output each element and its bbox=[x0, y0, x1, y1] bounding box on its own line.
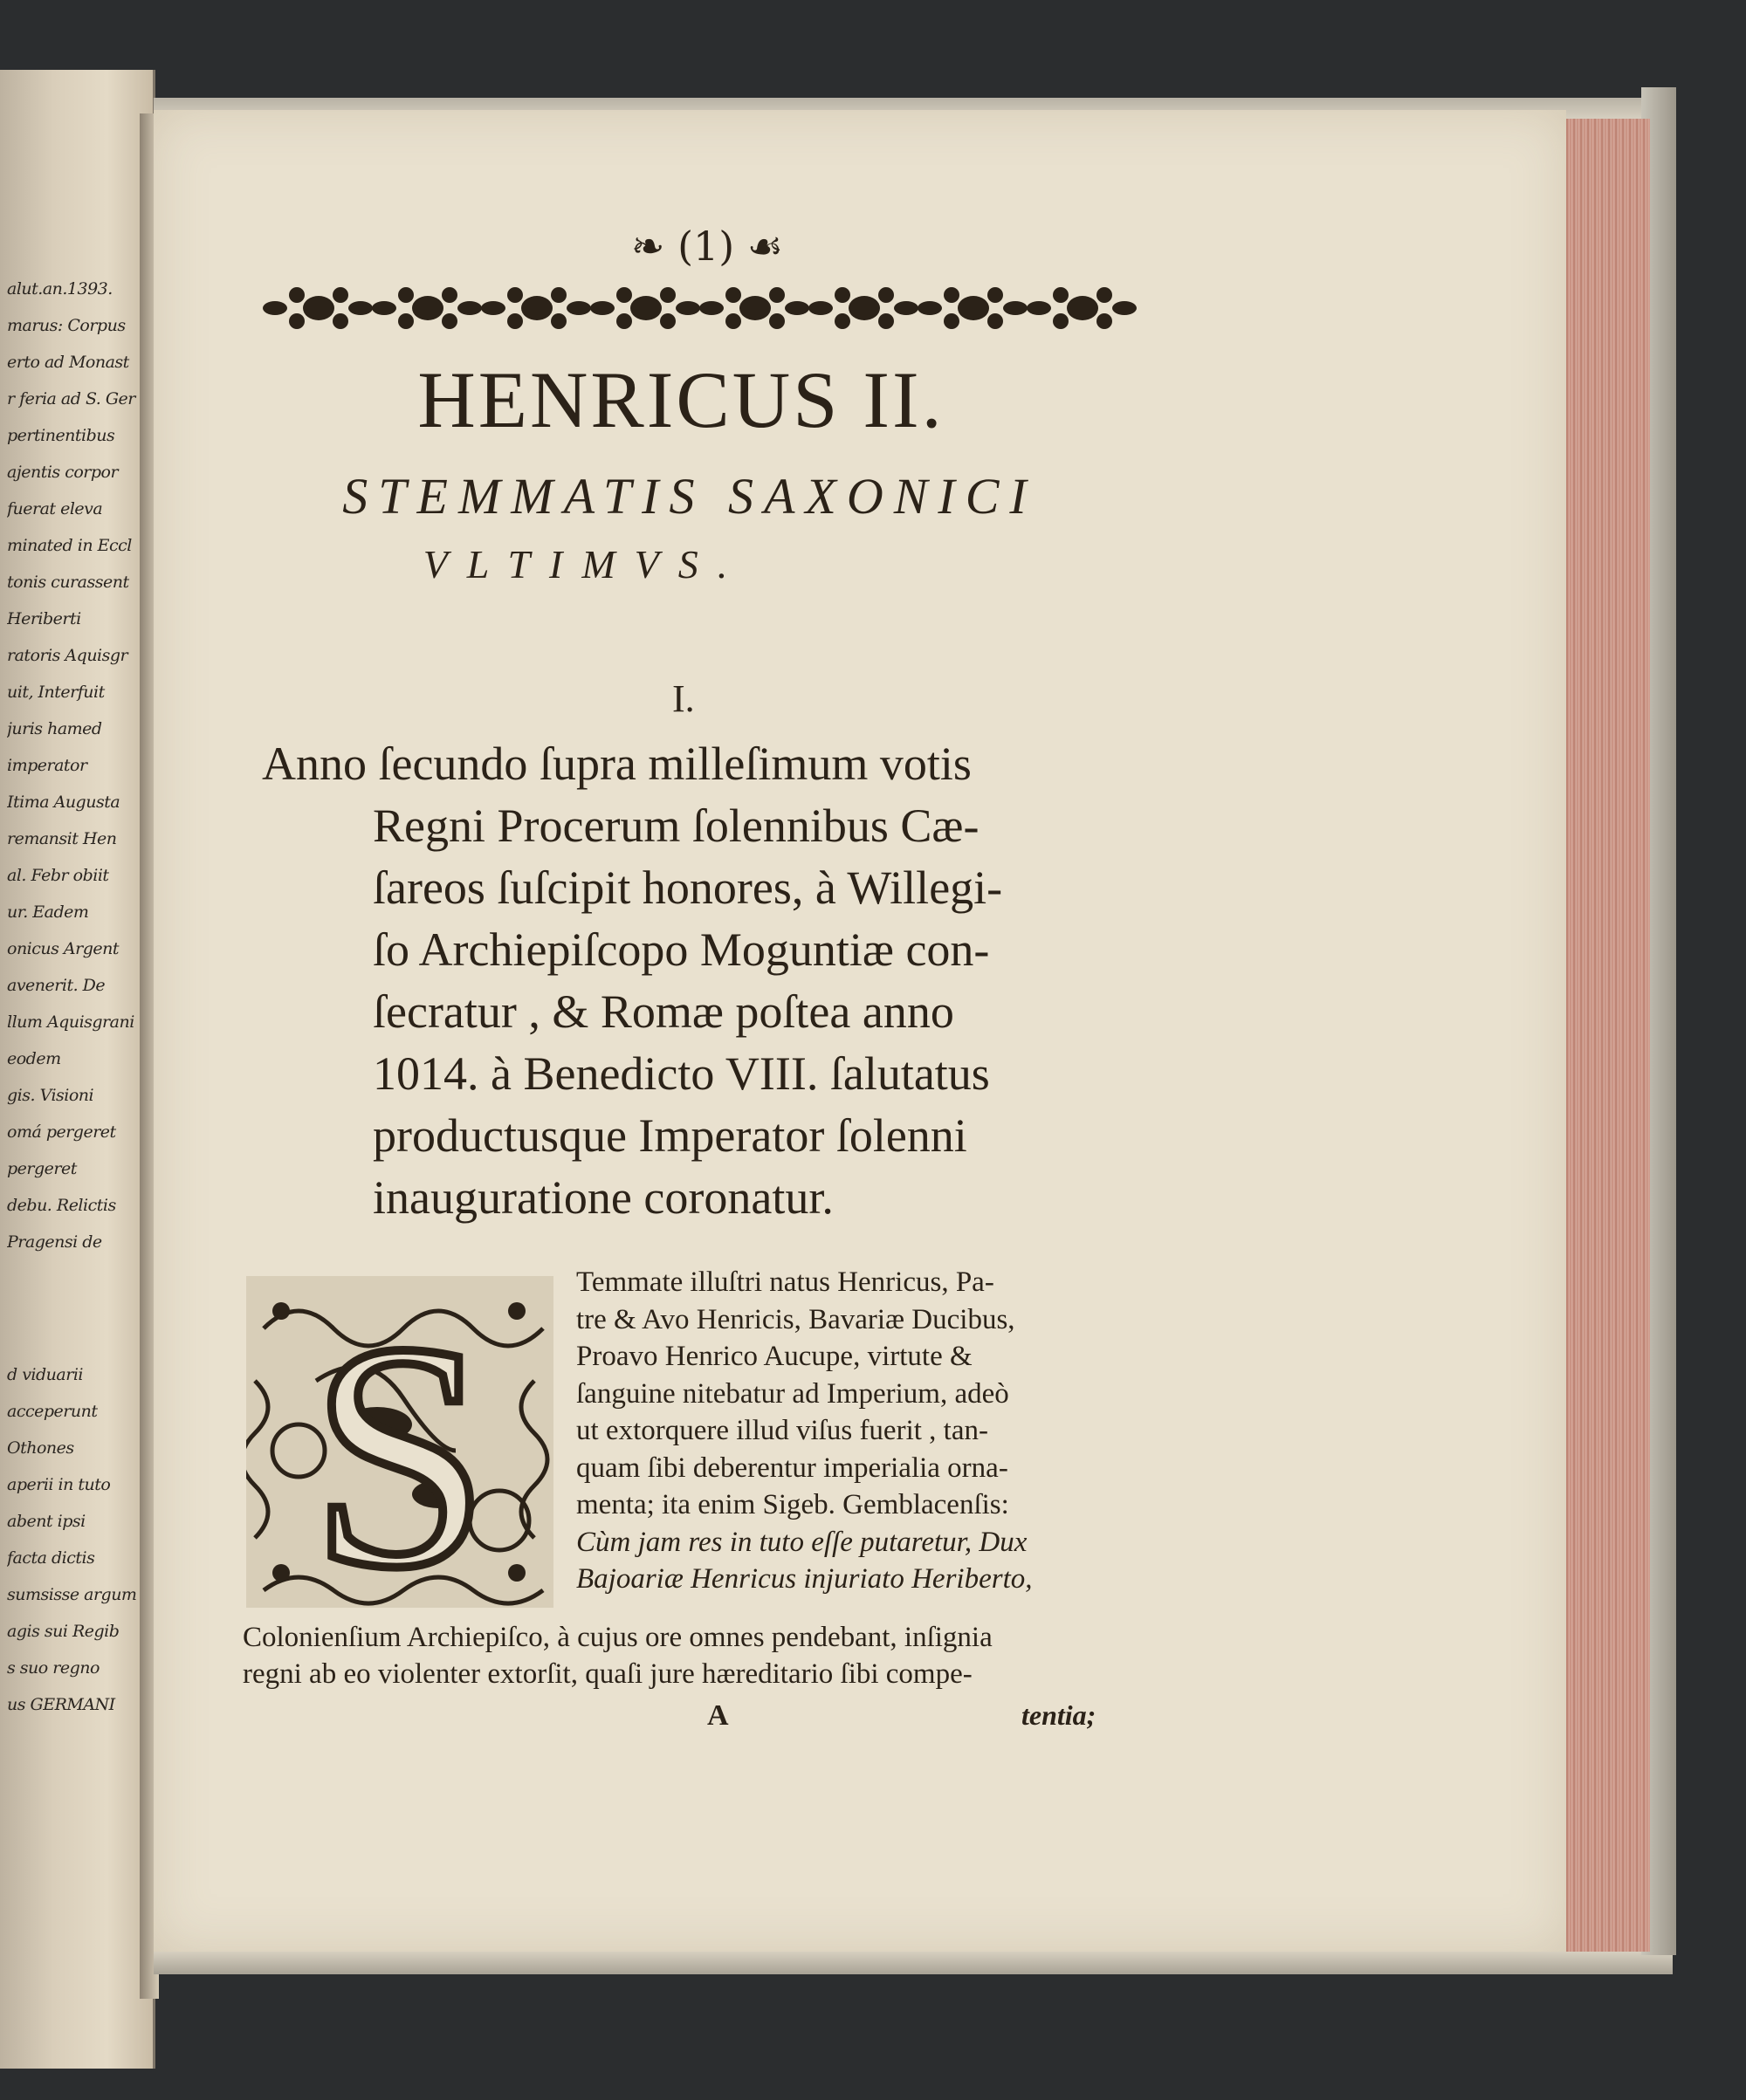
left-margin-note: agis sui Regib bbox=[7, 1622, 120, 1641]
left-margin-note: imperator bbox=[7, 756, 87, 775]
left-margin-note: erto ad Monast bbox=[7, 353, 129, 372]
page-number-label: (1) bbox=[677, 223, 735, 270]
left-margin-note: tonis curassent bbox=[7, 573, 129, 592]
fleuron-group bbox=[263, 287, 373, 329]
body-line: quam ſibi deberentur imperialia orna- bbox=[576, 1451, 1008, 1484]
body-line-italic: Cùm jam res in tuto eſſe putaretur, Dux bbox=[576, 1526, 1028, 1558]
left-margin-note: al. Febr obiit bbox=[7, 866, 109, 885]
body-line: tre & Avo Henricis, Bavariæ Ducibus, bbox=[576, 1303, 1015, 1335]
left-margin-note: ur. Eadem bbox=[7, 902, 89, 922]
left-margin-note: omá pergeret bbox=[7, 1122, 116, 1142]
body-line: Proavo Henrico Aucupe, virtute & bbox=[576, 1341, 973, 1372]
chapter-subtitle-line-2: VLTIMVS. bbox=[423, 542, 747, 587]
left-margin-note: alut.an.1393. bbox=[7, 279, 113, 299]
left-page-fragment bbox=[0, 70, 155, 2069]
left-margin-note: aperii in tuto bbox=[7, 1475, 111, 1494]
left-margin-note: d viduarii bbox=[7, 1365, 83, 1384]
summary-line: Regni Procerum ſolennibus Cæ- bbox=[373, 800, 980, 852]
left-margin-note: fuerat eleva bbox=[7, 499, 103, 518]
page-fore-edge bbox=[1556, 119, 1650, 1952]
left-margin-note: ratoris Aquisgr bbox=[7, 646, 128, 665]
fleuron-ornament-band bbox=[258, 278, 1139, 339]
section-number: I. bbox=[672, 677, 695, 720]
left-margin-note: Itima Augusta bbox=[7, 793, 120, 812]
left-margin-note: pergeret bbox=[7, 1159, 77, 1178]
summary-line: ſo Archiepiſcopo Moguntiæ con- bbox=[373, 923, 990, 976]
cover-edge-bottom bbox=[154, 1948, 1673, 1974]
left-margin-notes bbox=[7, 271, 151, 1723]
left-margin-note: uit, Interfuit bbox=[7, 683, 105, 702]
summary-line: ſareos ſuſcipit honores, à Willegi- bbox=[373, 861, 1003, 914]
left-margin-note: juris hamed bbox=[7, 719, 102, 738]
left-margin-note: facta dictis bbox=[7, 1548, 95, 1568]
left-margin-note: gis. Visioni bbox=[7, 1086, 94, 1105]
page-number-ornament-left: ❧ bbox=[630, 223, 678, 270]
decorated-initial-s bbox=[246, 1276, 553, 1608]
left-margin-note: Heriberti bbox=[7, 609, 81, 628]
left-margin-note: llum Aquisgrani bbox=[7, 1012, 134, 1032]
body-line: Colonienſium Archiepiſco, à cujus ore omnes pendebant, inſignia bbox=[243, 1622, 993, 1653]
page-number-ornament-right: ☙ bbox=[734, 223, 784, 270]
left-margin-note: Othones bbox=[7, 1438, 74, 1458]
left-margin-note: sumsisse argum bbox=[7, 1585, 137, 1604]
left-margin-note: s suo regno bbox=[7, 1658, 100, 1678]
left-margin-note: acceperunt bbox=[7, 1402, 98, 1421]
left-margin-note: minated in Eccl bbox=[7, 536, 132, 555]
left-margin-note: remansit Hen bbox=[7, 829, 117, 848]
body-line: regni ab eo violenter extorſit, quaſi jure hæreditario ſibi compe- bbox=[243, 1658, 973, 1690]
left-margin-note: abent ipsi bbox=[7, 1512, 86, 1531]
left-margin-note: marus: Corpus bbox=[7, 316, 126, 335]
summary-line: inauguratione coronatur. bbox=[373, 1171, 834, 1224]
body-text-full-width bbox=[243, 1619, 1142, 1692]
left-margin-note: us GERMANI bbox=[7, 1695, 115, 1714]
initial-letter-glyph: S bbox=[310, 1277, 490, 1608]
left-margin-note: r feria ad S. Ger bbox=[7, 389, 135, 408]
left-margin-note: onicus Argent bbox=[7, 939, 120, 958]
left-margin-note: ajentis corpor bbox=[7, 463, 119, 482]
left-margin-note: eodem bbox=[7, 1049, 61, 1068]
signature-mark: A bbox=[707, 1699, 729, 1732]
catchword: tentia; bbox=[1021, 1699, 1096, 1731]
section-summary bbox=[262, 733, 1135, 1229]
body-line-italic: Bajoariæ Henricus injuriato Heriberto, bbox=[576, 1563, 1033, 1595]
chapter-title: HENRICUS II. bbox=[417, 355, 945, 444]
page-number bbox=[602, 223, 812, 270]
body-line: Temmate illuſtri natus Henricus, Pa- bbox=[576, 1266, 994, 1298]
chapter-subtitle: STEMMATIS SAXONICI bbox=[342, 468, 1037, 525]
left-margin-note: avenerit. De bbox=[7, 976, 106, 995]
left-margin-note: pertinentibus bbox=[7, 426, 115, 445]
body-line: ſanguine nitebatur ad Imperium, adeò bbox=[576, 1377, 1009, 1410]
summary-line: Anno ſecundo ſupra milleſimum votis bbox=[262, 738, 972, 790]
body-line: ut extorquere illud viſus fuerit , tan- bbox=[576, 1415, 988, 1446]
summary-line: 1014. à Benedicto VIII. ſalutatus bbox=[373, 1047, 990, 1100]
left-margin-note: debu. Relictis bbox=[7, 1196, 116, 1215]
body-line: menta; ita enim Sigeb. Gemblacenſis: bbox=[576, 1489, 1009, 1520]
body-text-beside-initial bbox=[576, 1264, 1135, 1598]
summary-line: ſecratur , & Romæ poſtea anno bbox=[373, 985, 954, 1038]
left-margin-note: Pragensi de bbox=[7, 1232, 102, 1252]
summary-line: productusque Imperator ſolenni bbox=[373, 1109, 967, 1162]
